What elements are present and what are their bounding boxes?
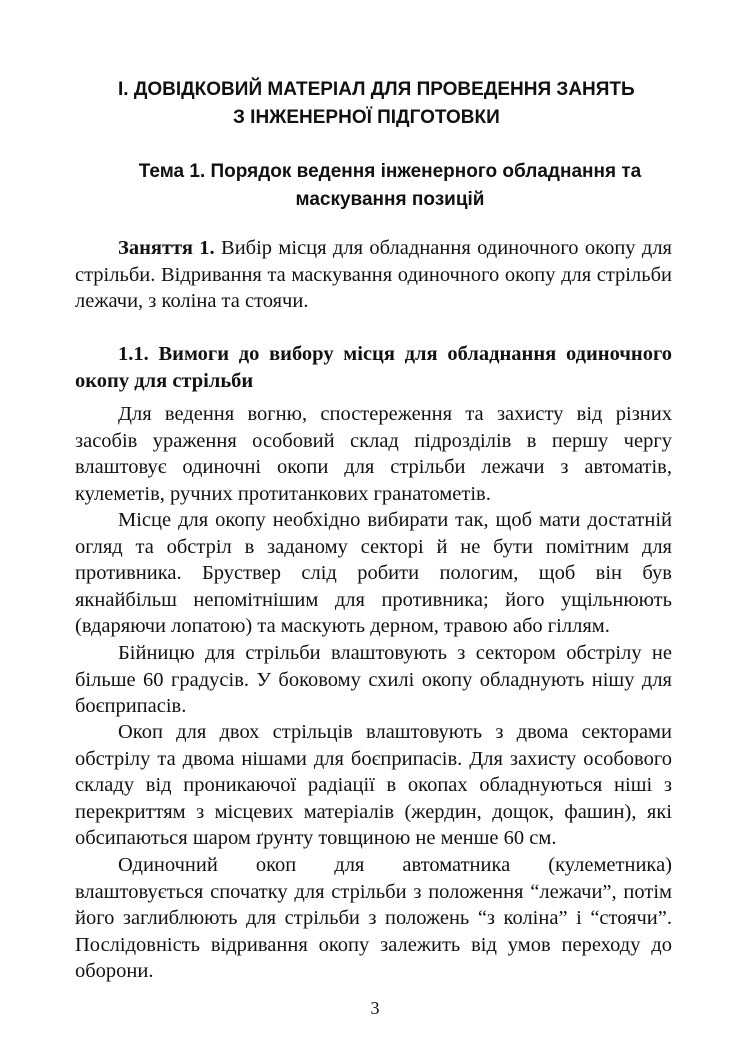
page-number: 3 bbox=[370, 998, 380, 1018]
section-heading: 1.1. Вимоги до вибору місця для обладнання одиночного окопу для стрільби bbox=[75, 343, 672, 392]
chapter-heading bbox=[118, 76, 678, 132]
lesson-paragraph bbox=[75, 235, 672, 315]
lesson-text: Вибір місця для обладнання одиночного окопу для стрільби. Відривання та маскування одиночного окопу для стрільби лежачи, з коліна та стоячи. bbox=[75, 237, 672, 312]
body-paragraph-4: Окоп для двох стрільців влаштовують з двома секторами обстрілу та двома нішами для боєприпасів. Для захисту особового складу від проникаючої радіації в окопах обладнуються ніші з перекриттям з місцевих матеріалів (жердин, дощок, фашин), які обсипаються шаром ґрунту товщиною не менше 60 см. bbox=[75, 721, 672, 849]
body-paragraph-1: Для ведення вогню, спостереження та захисту від різних засобів ураження особовий склад підрозділів в першу чергу влаштовує одиночні окопи для стрільби лежачи з автоматів, кулеметів, ручних протитанкових гранатометів. bbox=[75, 403, 672, 505]
topic-heading-line-2: маскування позицій bbox=[295, 189, 485, 210]
body-paragraph-3: Бійницю для стрільби влаштовують з сектором обстрілу не більше 60 градусів. У боковому схилі окопу обладнують нішу для боєприпасів. bbox=[75, 642, 672, 717]
topic-heading bbox=[100, 158, 680, 214]
chapter-heading-line-1: І. ДОВІДКОВИЙ МАТЕРІАЛ ДЛЯ ПРОВЕДЕННЯ ЗАНЯТЬ bbox=[118, 79, 635, 100]
body-paragraph-5: Одиночний окоп для автоматника (кулеметника) влаштовується спочатку для стрільби з положення “лежачи”, потім його заглиблюють для стрільби з положень “з коліна” і “стоячи”. Послідовність відривання окопу залежить від умов переходу до оборони. bbox=[75, 854, 672, 982]
topic-heading-line-1: Тема 1. Порядок ведення інженерного обладнання та bbox=[138, 161, 642, 182]
body-paragraph-2: Місце для окопу необхідно вибирати так, щоб мати достатній огляд та обстріл в заданому секторі й не бути помітним для противника. Бруствер слід робити пологим, щоб він був якнайбільш непомітнішим для противника; його ущільнюють (вдаряючи лопатою) та маскують дерном, травою або гіллям. bbox=[75, 509, 672, 637]
lesson-label: Заняття 1. bbox=[118, 237, 215, 259]
chapter-heading-line-2: З ІНЖЕНЕРНОЇ ПІДГОТОВКИ bbox=[233, 107, 500, 128]
